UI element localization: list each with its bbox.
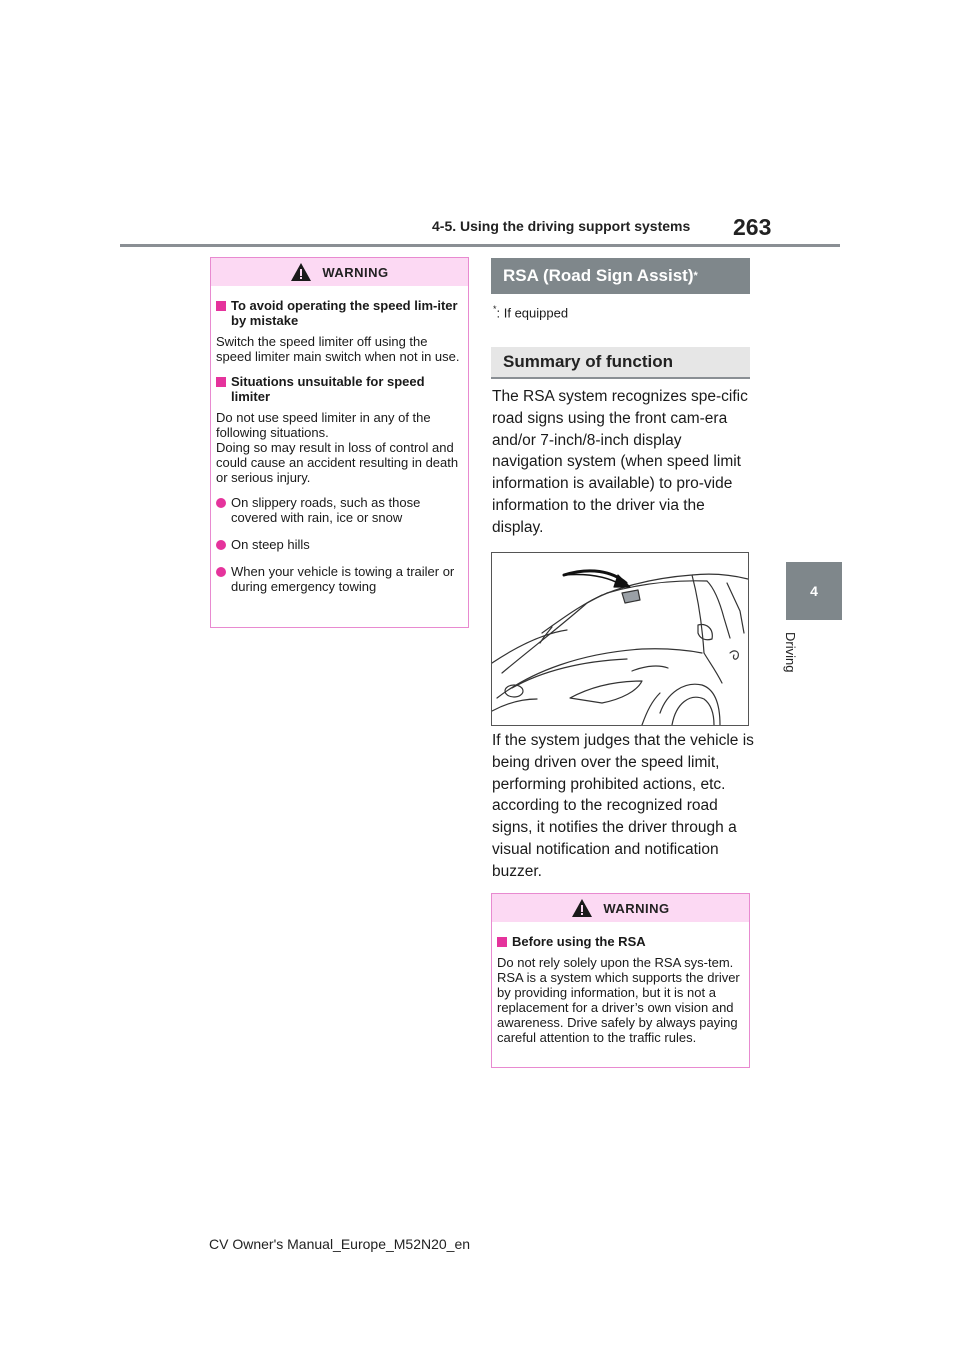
warning-header [211, 258, 468, 286]
chapter-label: Driving [783, 632, 798, 673]
warning-paragraph: Do not rely solely upon the RSA sys-tem. RSA is a system which supports the driver by providing information, but it is not a replacement for a driver’s own vision and awareness. Drive safely by always paying careful attention to the traffic rules. [497, 955, 740, 1045]
rsa-heading: RSA (Road Sign Assist) * [491, 258, 750, 294]
footer-text: CV Owner's Manual_Europe_M52N20_en [209, 1236, 471, 1252]
chapter-tab: 4 [786, 562, 842, 620]
summary-heading: Summary of function [491, 347, 750, 379]
chapter-label-wrap [778, 632, 798, 692]
round-bullet-icon [216, 540, 226, 550]
footnote: *: If equipped [493, 304, 569, 321]
round-bullet-icon [216, 498, 226, 508]
warning-header [492, 894, 749, 922]
warning-box-rsa [491, 893, 750, 1068]
square-bullet-icon [497, 937, 507, 947]
warning-triangle-icon [290, 262, 312, 282]
square-bullet-icon [216, 301, 226, 311]
camera-location-illustration [491, 552, 749, 726]
warning-paragraph: Do not use speed limiter in any of the following situations. Doing so may result in loss of control and could cause an accident resulting in death or serious injury. [216, 410, 459, 485]
round-bullet-icon [216, 567, 226, 577]
warning-box-speed-limiter [210, 257, 469, 628]
warning-subheading: Situations unsuitable for speed limiter [216, 374, 463, 404]
warning-body [492, 922, 749, 1051]
car-front-illustration [492, 553, 748, 725]
warning-title: WARNING [322, 264, 389, 280]
square-bullet-icon [216, 377, 226, 387]
warning-bullet: On steep hills [216, 537, 463, 552]
body-paragraph-1: The RSA system recognizes spe-cific road signs using the front cam-era and/or 7-inch/8-inch display navigation system (when speed limit information is available) to pro-vide information to the driver via the display. [492, 388, 748, 536]
section-title: 4-5. Using the driving support systems [432, 218, 691, 234]
warning-body [211, 286, 468, 600]
warning-bullet: On slippery roads, such as those covered with rain, ice or snow [216, 495, 463, 525]
warning-title: WARNING [603, 900, 670, 916]
warning-subheading: Before using the RSA [497, 934, 744, 949]
warning-subheading: To avoid operating the speed lim-iter by mistake [216, 298, 463, 328]
header-rule [120, 244, 840, 247]
page-number: 263 [733, 214, 772, 240]
body-paragraph-2: If the system judges that the vehicle is being driven over the speed limit, performing prohibited actions, etc. according to the recognized road signs, it notifies the driver through a visual notification and notification buzzer. [492, 732, 754, 880]
warning-bullet: When your vehicle is towing a trailer or during emergency towing [216, 564, 463, 594]
warning-paragraph: Switch the speed limiter off using the speed limiter main switch when not in use. [216, 334, 460, 364]
warning-triangle-icon [571, 898, 593, 918]
